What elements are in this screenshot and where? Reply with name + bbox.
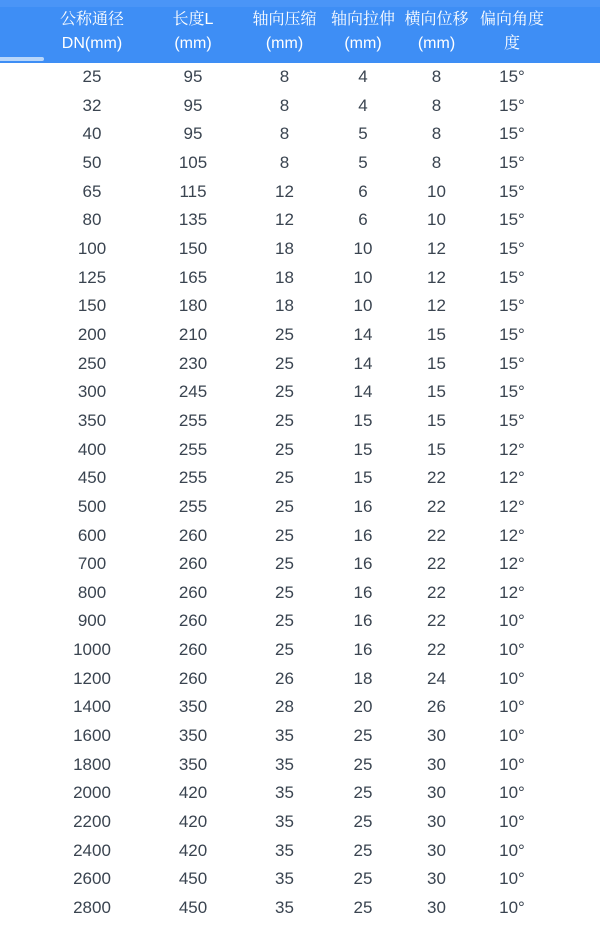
table-cell: 25 <box>82 67 102 86</box>
table-cell: 30 <box>427 783 446 803</box>
table-cell: 450 <box>178 898 208 918</box>
table-cell: 800 <box>77 582 107 602</box>
table-cell: 15° <box>499 152 525 172</box>
column-header-line1: 轴向拉伸 <box>330 11 395 28</box>
column-header-deflection-angle <box>474 0 600 63</box>
table-cell: 10° <box>499 697 525 717</box>
table-row <box>0 808 600 837</box>
table-cell: 10° <box>499 783 525 803</box>
table-cell: 230 <box>178 353 208 373</box>
table-row <box>0 235 600 264</box>
table-cell: 100 <box>77 238 107 258</box>
table-cell: 2800 <box>73 898 111 918</box>
table-row <box>0 378 600 407</box>
table-cell: 15° <box>499 410 525 430</box>
table-row <box>0 493 600 522</box>
table-cell: 80 <box>82 210 102 230</box>
table-cell: 2600 <box>73 869 111 889</box>
table-cell: 26 <box>275 668 294 688</box>
table-row <box>0 550 600 579</box>
table-cell: 250 <box>77 353 107 373</box>
table-cell: 22 <box>427 468 446 488</box>
table-cell: 10° <box>499 640 525 660</box>
table-cell: 10° <box>499 611 525 631</box>
table-cell: 25 <box>353 840 373 860</box>
table-cell: 15 <box>427 382 446 402</box>
table-cell: 30 <box>427 869 446 889</box>
table-cell: 25 <box>275 640 294 660</box>
table-cell: 30 <box>427 726 446 746</box>
table-cell: 260 <box>178 554 208 574</box>
table-row <box>0 522 600 551</box>
table-cell: 24 <box>427 668 446 688</box>
table-cell: 260 <box>178 668 208 688</box>
table-cell: 12 <box>427 296 446 316</box>
table-cell: 500 <box>77 496 107 516</box>
table-cell: 300 <box>77 382 107 402</box>
table-cell: 15° <box>499 95 525 115</box>
column-header-line2: DN(mm) <box>61 35 123 52</box>
table-cell: 40 <box>82 124 102 144</box>
table-cell: 65 <box>82 181 102 201</box>
table-row <box>0 436 600 465</box>
scroll-indicator[interactable] <box>0 57 44 61</box>
table-cell: 16 <box>353 525 373 545</box>
table-cell: 12° <box>499 525 525 545</box>
table-cell: 30 <box>427 812 446 832</box>
table-cell: 16 <box>353 496 373 516</box>
table-cell: 12° <box>499 468 525 488</box>
table-cell: 22 <box>427 640 446 660</box>
table-cell: 255 <box>178 496 208 516</box>
table-cell: 1600 <box>73 726 111 746</box>
table-cell: 2000 <box>73 783 111 803</box>
table-cell: 8 <box>279 152 290 172</box>
table-cell: 20 <box>353 697 373 717</box>
table-cell: 135 <box>178 210 208 230</box>
table-cell: 180 <box>178 296 208 316</box>
table-cell: 25 <box>275 324 294 344</box>
table-cell: 1200 <box>73 668 111 688</box>
table-cell: 22 <box>427 582 446 602</box>
table-cell: 10° <box>499 668 525 688</box>
table-row <box>0 120 600 149</box>
table-row <box>0 865 600 894</box>
table-cell: 400 <box>77 439 107 459</box>
table-row <box>0 665 600 694</box>
column-header-line1: 长度L <box>172 11 214 28</box>
table-row <box>0 579 600 608</box>
table-cell: 25 <box>275 468 294 488</box>
table-row <box>0 92 600 121</box>
table-cell: 10° <box>499 812 525 832</box>
table-cell: 25 <box>353 869 373 889</box>
column-header-line1: 轴向压缩 <box>252 11 317 28</box>
table-cell: 18 <box>353 668 373 688</box>
table-cell: 35 <box>275 812 294 832</box>
table-cell: 12° <box>499 439 525 459</box>
table-row <box>0 321 600 350</box>
table-cell: 15° <box>499 324 525 344</box>
table-cell: 35 <box>275 783 294 803</box>
table-cell: 30 <box>427 840 446 860</box>
table-cell: 420 <box>178 783 208 803</box>
table-row <box>0 149 600 178</box>
table-cell: 15 <box>427 410 446 430</box>
table-cell: 22 <box>427 611 446 631</box>
table-row <box>0 751 600 780</box>
table-cell: 30 <box>427 754 446 774</box>
table-cell: 900 <box>77 611 107 631</box>
column-header-line1: 横向位移 <box>404 11 469 28</box>
table-cell: 1000 <box>73 640 111 660</box>
table-cell: 15° <box>499 124 525 144</box>
table-cell: 245 <box>178 382 208 402</box>
column-header-line1: 偏向角度 <box>479 11 544 28</box>
table-cell: 14 <box>353 382 373 402</box>
table-cell: 12 <box>275 181 294 201</box>
table-cell: 95 <box>183 95 203 115</box>
table-row <box>0 407 600 436</box>
table-cell: 15° <box>499 210 525 230</box>
column-header-nominal-diameter <box>0 0 144 63</box>
table-cell: 10 <box>427 210 446 230</box>
table-cell: 15 <box>427 439 446 459</box>
table-cell: 25 <box>353 898 373 918</box>
table-cell: 15° <box>499 296 525 316</box>
column-header-line2: (mm) <box>174 35 212 52</box>
table-cell: 260 <box>178 640 208 660</box>
table-cell: 14 <box>353 324 373 344</box>
table-cell: 10° <box>499 898 525 918</box>
table-cell: 32 <box>82 95 102 115</box>
table-row <box>0 63 600 92</box>
table-cell: 15 <box>427 353 446 373</box>
table-cell: 105 <box>178 152 208 172</box>
table-row <box>0 206 600 235</box>
table-cell: 255 <box>178 410 208 430</box>
table-cell: 255 <box>178 439 208 459</box>
column-header-axial-extension <box>327 0 399 63</box>
table-cell: 25 <box>353 812 373 832</box>
table-cell: 25 <box>353 783 373 803</box>
table-cell: 12° <box>499 496 525 516</box>
table-cell: 15° <box>499 267 525 287</box>
table-cell: 260 <box>178 582 208 602</box>
table-cell: 10 <box>353 296 373 316</box>
table-row <box>0 264 600 293</box>
table-cell: 16 <box>353 582 373 602</box>
table-cell: 12 <box>427 267 446 287</box>
column-header-length <box>144 0 242 63</box>
table-cell: 10° <box>499 754 525 774</box>
table-cell: 25 <box>353 754 373 774</box>
table-header-row <box>0 0 600 63</box>
table-row <box>0 636 600 665</box>
table-cell: 16 <box>353 640 373 660</box>
table-cell: 255 <box>178 468 208 488</box>
table-cell: 12° <box>499 582 525 602</box>
column-header-line2: (mm) <box>265 35 304 52</box>
table-row <box>0 178 600 207</box>
table-cell: 25 <box>353 726 373 746</box>
column-header-line2: 度 <box>503 35 520 52</box>
table-cell: 10 <box>353 267 373 287</box>
table-cell: 600 <box>77 525 107 545</box>
table-cell: 260 <box>178 525 208 545</box>
table-row <box>0 837 600 866</box>
table-cell: 150 <box>178 238 208 258</box>
table-cell: 26 <box>427 697 446 717</box>
table-cell: 22 <box>427 554 446 574</box>
table-row <box>0 292 600 321</box>
column-header-axial-compression <box>242 0 327 63</box>
table-cell: 12 <box>275 210 294 230</box>
table-cell: 35 <box>275 869 294 889</box>
table-cell: 450 <box>178 869 208 889</box>
table-cell: 15° <box>499 67 525 86</box>
table-cell: 25 <box>275 582 294 602</box>
table-cell: 15 <box>353 410 373 430</box>
table-cell: 10° <box>499 840 525 860</box>
table-cell: 25 <box>275 496 294 516</box>
table-cell: 12 <box>427 238 446 258</box>
table-cell: 15° <box>499 382 525 402</box>
table-cell: 35 <box>275 840 294 860</box>
table-cell: 25 <box>275 554 294 574</box>
table-cell: 2200 <box>73 812 111 832</box>
table-cell: 4 <box>358 95 368 115</box>
table-cell: 18 <box>275 238 294 258</box>
table-cell: 4 <box>358 67 368 86</box>
table-cell: 1400 <box>73 697 111 717</box>
table-cell: 25 <box>275 525 294 545</box>
table-cell: 8 <box>431 67 442 86</box>
table-cell: 95 <box>183 124 203 144</box>
table-row <box>0 464 600 493</box>
table-row <box>0 350 600 379</box>
table-cell: 14 <box>353 353 373 373</box>
table-cell: 35 <box>275 754 294 774</box>
table-cell: 25 <box>275 382 294 402</box>
table-row <box>0 607 600 636</box>
table-cell: 125 <box>77 267 107 287</box>
table-cell: 10° <box>499 869 525 889</box>
table-cell: 50 <box>82 152 102 172</box>
table-cell: 8 <box>431 124 442 144</box>
table-cell: 200 <box>77 324 107 344</box>
table-cell: 8 <box>279 67 290 86</box>
table-cell: 5 <box>358 152 368 172</box>
table-cell: 8 <box>279 95 290 115</box>
table-body <box>0 63 600 923</box>
table-cell: 12° <box>499 554 525 574</box>
table-cell: 15° <box>499 238 525 258</box>
table-cell: 10 <box>427 181 446 201</box>
column-header-line2: (mm) <box>344 35 382 52</box>
table-cell: 6 <box>358 210 368 230</box>
table-cell: 6 <box>358 181 368 201</box>
table-cell: 25 <box>275 611 294 631</box>
table-row <box>0 779 600 808</box>
table-row <box>0 894 600 923</box>
table-cell: 28 <box>275 697 294 717</box>
table-cell: 15° <box>499 181 525 201</box>
table-cell: 25 <box>275 410 294 430</box>
table-cell: 5 <box>358 124 368 144</box>
table-cell: 30 <box>427 898 446 918</box>
table-cell: 35 <box>275 726 294 746</box>
column-header-line2: (mm) <box>417 35 456 52</box>
table-cell: 95 <box>183 67 203 86</box>
table-cell: 18 <box>275 296 294 316</box>
column-header-line1: 公称通径 <box>59 11 124 28</box>
table-row <box>0 722 600 751</box>
table-cell: 700 <box>77 554 107 574</box>
table-cell: 10° <box>499 726 525 746</box>
table-cell: 420 <box>178 840 208 860</box>
table-cell: 1800 <box>73 754 111 774</box>
table-cell: 350 <box>77 410 107 430</box>
table-cell: 15° <box>499 353 525 373</box>
table-cell: 25 <box>275 439 294 459</box>
table-cell: 350 <box>178 754 208 774</box>
table-cell: 15 <box>427 324 446 344</box>
table-cell: 210 <box>178 324 208 344</box>
table-cell: 115 <box>179 181 207 201</box>
table-cell: 150 <box>77 296 107 316</box>
table-cell: 25 <box>275 353 294 373</box>
table-cell: 420 <box>178 812 208 832</box>
table-cell: 22 <box>427 496 446 516</box>
table-cell: 10 <box>353 238 373 258</box>
table-row <box>0 693 600 722</box>
table-cell: 8 <box>431 152 442 172</box>
table-cell: 16 <box>353 554 373 574</box>
table-cell: 22 <box>427 525 446 545</box>
column-header-lateral-displacement <box>399 0 474 63</box>
table-cell: 8 <box>431 95 442 115</box>
table-cell: 350 <box>178 697 208 717</box>
table-cell: 350 <box>178 726 208 746</box>
table-cell: 165 <box>178 267 208 287</box>
table-cell: 2400 <box>73 840 111 860</box>
table-cell: 18 <box>275 267 294 287</box>
table-cell: 16 <box>353 611 373 631</box>
table-cell: 8 <box>279 124 290 144</box>
table-cell: 15 <box>353 468 373 488</box>
table-cell: 450 <box>77 468 107 488</box>
table-cell: 35 <box>275 898 294 918</box>
table-cell: 15 <box>353 439 373 459</box>
table-cell: 260 <box>178 611 208 631</box>
